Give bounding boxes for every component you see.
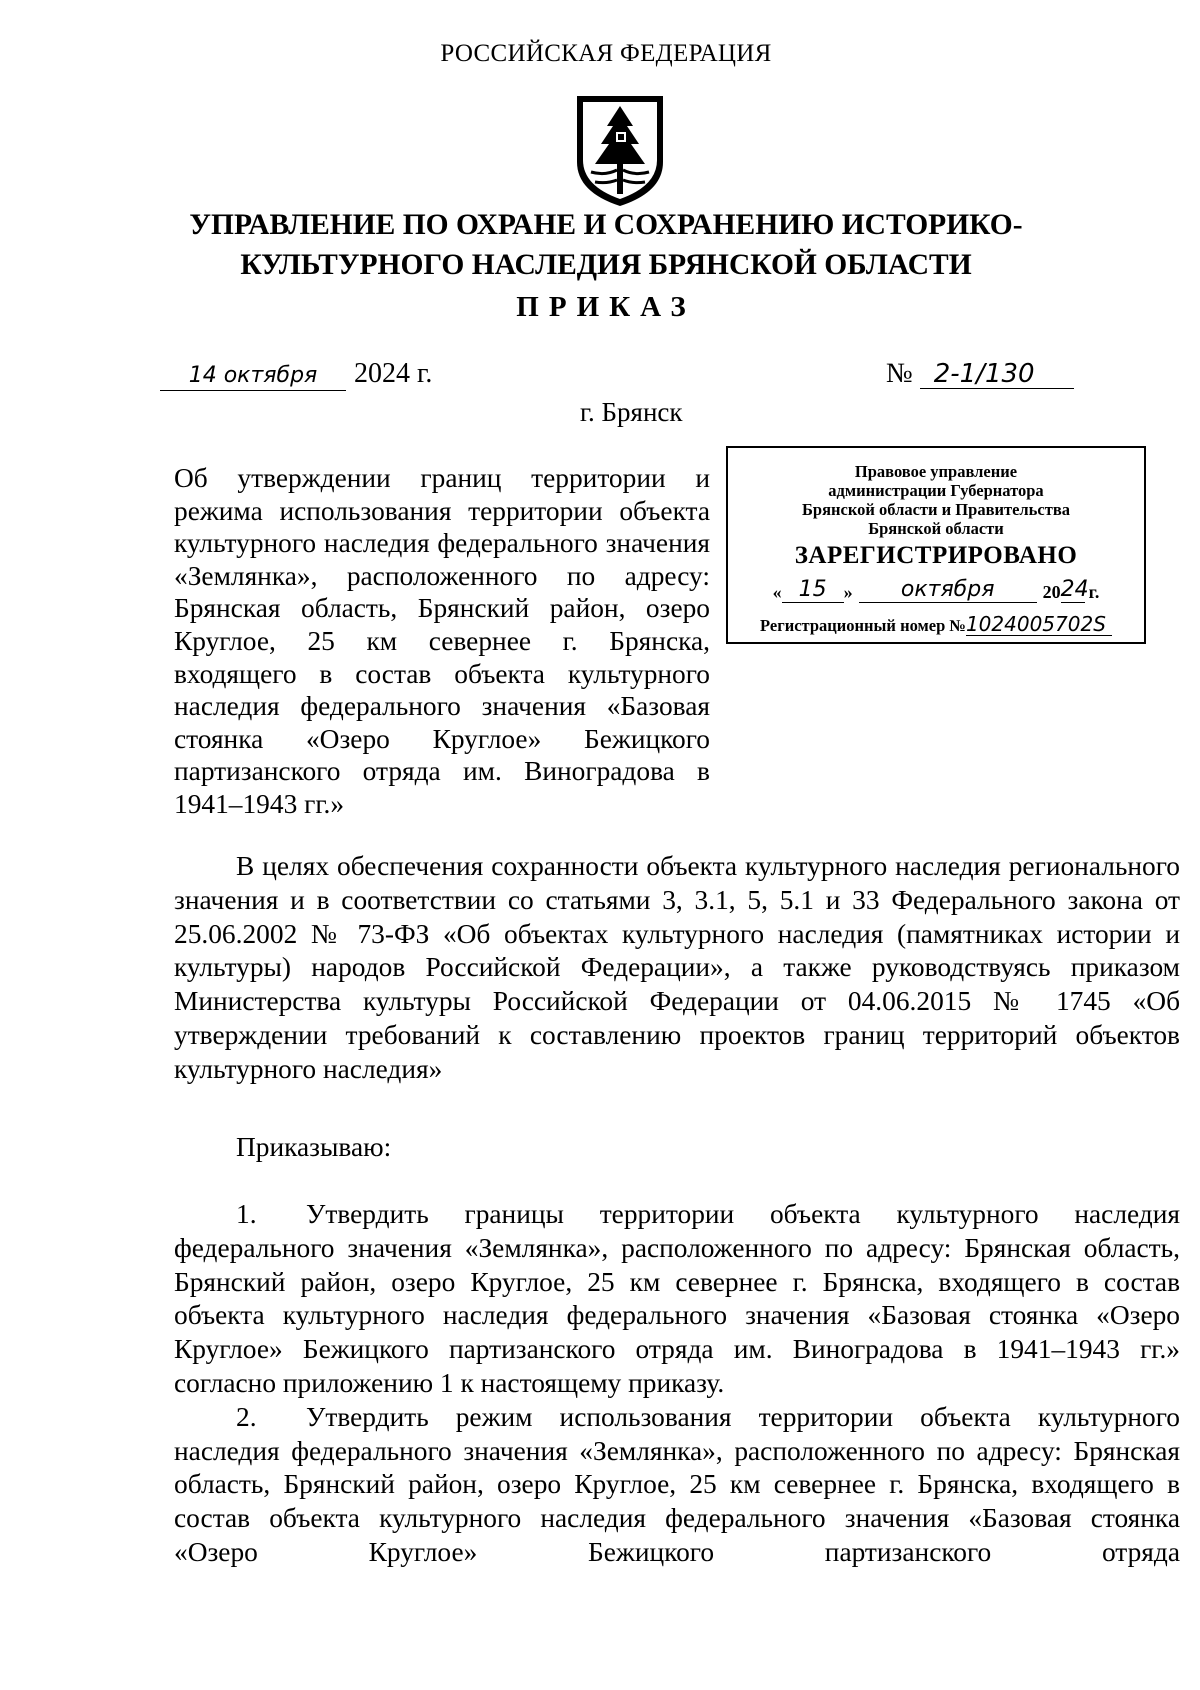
stamp-year: 24 bbox=[1060, 577, 1089, 602]
stamp-reg-label: Регистрационный номер № bbox=[760, 616, 966, 635]
order-items bbox=[174, 1198, 1180, 1570]
item-text: Утвердить границы территории объекта культурного наследия федерального значения «Землянка», расположенного по адресу: Брянская область, Брянский район, озеро Круглое, 25 км севернее г. Брянска, входящего в состав объекта культурного наследия федерального значения «Базовая стоянка «Озеро Круглое» Бежицкого партизанского отряда им. Виноградова в 1941–1943 гг.» согласно приложению 1 к настоящему приказу. bbox=[174, 1199, 1180, 1398]
order-date bbox=[160, 358, 432, 391]
stamp-year-suffix: г. bbox=[1088, 582, 1100, 602]
order-year: 2024 г. bbox=[354, 358, 433, 389]
organization-name bbox=[0, 205, 1200, 285]
order-item bbox=[174, 1401, 1180, 1570]
stamp-line-2: администрации Губернатора bbox=[828, 481, 1044, 500]
stamp-quote-close: » bbox=[843, 582, 853, 602]
stamp-status: ЗАРЕГИСТРИРОВАНО bbox=[794, 542, 1078, 569]
stamp-date bbox=[728, 578, 1144, 603]
number-prefix: № bbox=[886, 358, 913, 389]
stamp-line-3: Брянской области и Правительства bbox=[802, 500, 1070, 519]
stamp-year-prefix: 20 bbox=[1042, 582, 1061, 602]
organization-line-1: УПРАВЛЕНИЕ ПО ОХРАНЕ И СОХРАНЕНИЮ ИСТОРИКО- bbox=[189, 209, 1023, 241]
order-word: Приказываю: bbox=[236, 1132, 392, 1162]
order-number bbox=[886, 358, 1074, 390]
item-text: Утвердить режим использования территории объекта культурного наследия федерального значения «Землянка», расположенного по адресу: Брянская область, Брянский район, озеро Круглое, 25 км севернее г. Брянска, входящего в состав объекта культурного наследия федерального значения «Базовая стоянка «Озеро Круглое» Бежицкого партизанского отряда bbox=[174, 1401, 1180, 1567]
city-label: г. Брянск bbox=[580, 397, 683, 427]
stamp-month: октября bbox=[859, 578, 1037, 603]
preamble-paragraph: В целях обеспечения сохранности объекта культурного наследия регионального значения и в соответствии со статьями 3, 3.1, 5, 5.1 и 33 Федерального закона от 25.06.2002 № 73-ФЗ «Об объектах культурного наследия (памятниках истории и культуры) народов Российской Федерации», а также руководствуясь приказом Министерства культуры Российской Федерации от 04.06.2015 № 1745 «Об утверждении требований к составлению проектов границ территорий объектов культурного наследия» bbox=[174, 851, 1180, 1084]
stamp-line-4: Брянской области bbox=[868, 519, 1004, 538]
stamp-line-1: Правовое управление bbox=[854, 462, 1018, 481]
order-subject: Об утверждении границ территории и режима использования территории объекта культурного наследия федерального значения «Землянка», расположенного по адресу: Брянская область, Брянский район, озеро Круглое, 25 км севернее г. Брянска, входящего в состав объекта культурного наследия федерального значения «Базовая стоянка «Озеро Круглое» Бежицкого партизанского отряда им. Виноградова в 1941–1943 гг.» bbox=[174, 463, 710, 819]
stamp-reg-number: 1024005702S bbox=[966, 613, 1112, 636]
country-heading: РОССИЙСКАЯ ФЕДЕРАЦИЯ bbox=[440, 40, 772, 67]
stamp-day: 15 bbox=[782, 578, 844, 603]
fir-tree-emblem-icon bbox=[573, 92, 667, 210]
item-number: 1. bbox=[236, 1199, 257, 1229]
coat-of-arms-icon bbox=[573, 92, 667, 210]
organization-line-2: КУЛЬТУРНОГО НАСЛЕДИЯ БРЯНСКОЙ ОБЛАСТИ bbox=[240, 249, 972, 281]
handwritten-date: 14 октября bbox=[160, 362, 346, 391]
stamp-quote-open: « bbox=[772, 582, 782, 602]
stamp-registration bbox=[728, 613, 1144, 636]
registration-stamp bbox=[726, 446, 1146, 644]
order-item bbox=[174, 1198, 1180, 1401]
handwritten-number: 2-1/130 bbox=[920, 360, 1074, 389]
item-number: 2. bbox=[236, 1401, 257, 1432]
document-type-heading: ПРИКАЗ bbox=[516, 291, 696, 323]
